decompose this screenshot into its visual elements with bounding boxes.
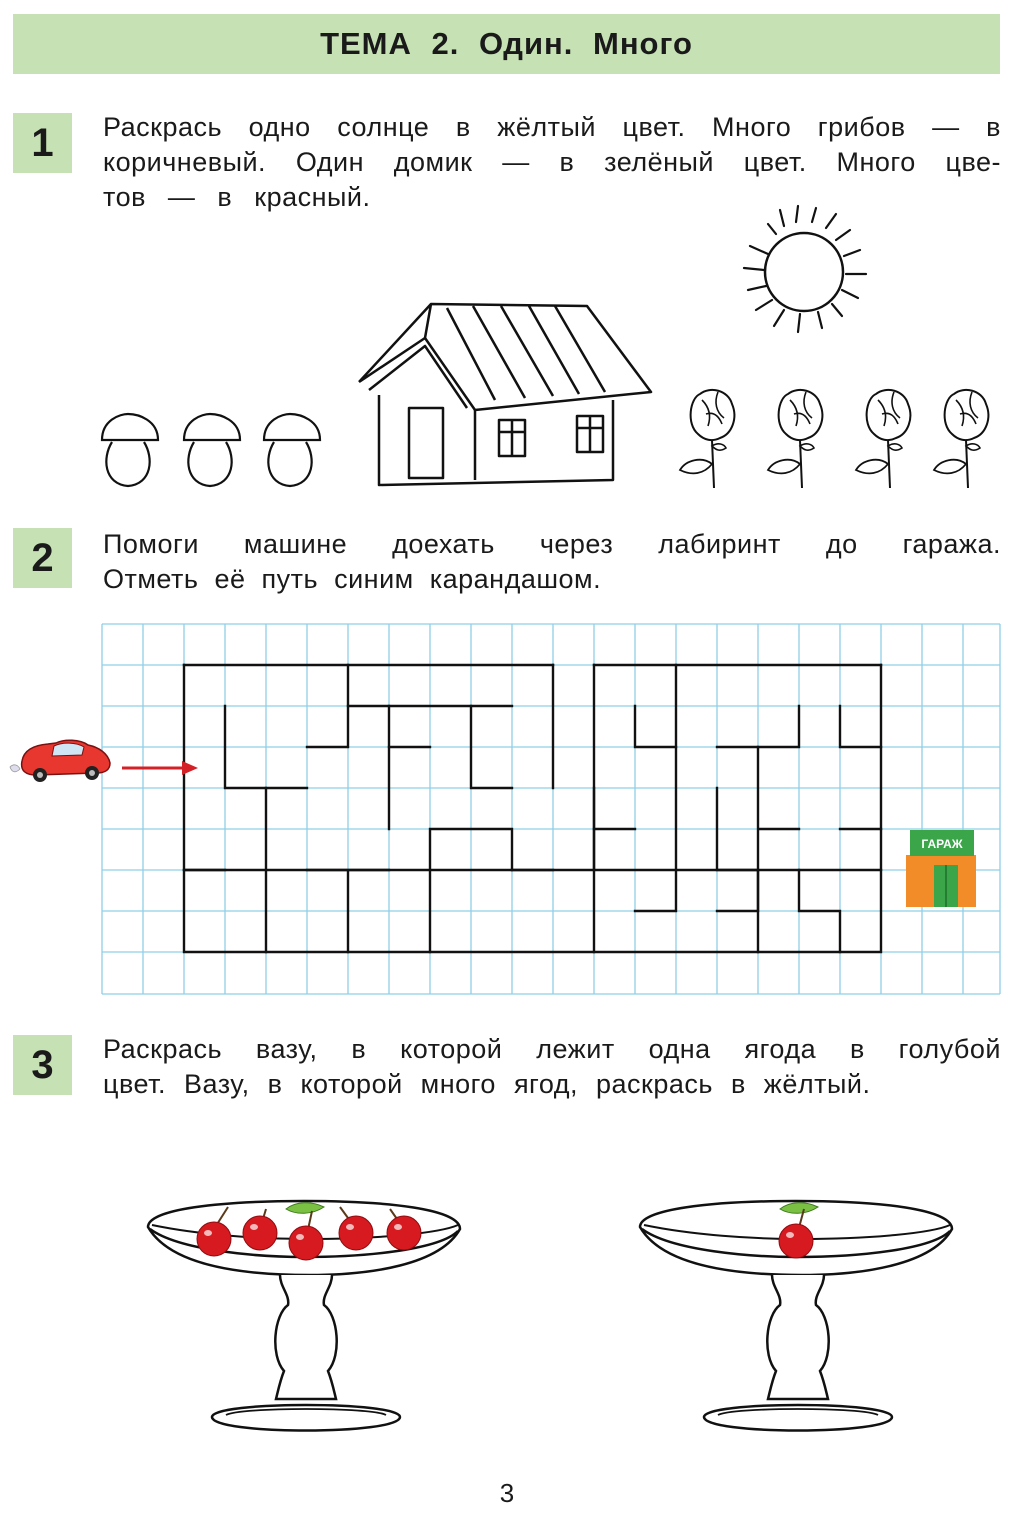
arrow-right-icon [122,761,198,775]
house-drawing[interactable] [355,300,655,490]
flower-icon[interactable] [934,390,988,488]
car-icon[interactable] [10,740,110,782]
flower-icon[interactable] [680,390,734,488]
task-3-line-2: цвет. Вазу, в которой много ягод, раскрась в жёлтый. [103,1069,871,1099]
task-2-line-1: Помоги машине доехать через лабиринт до гаража. [103,529,1001,559]
mushroom-icon[interactable] [184,414,240,486]
task-1-line-2: коричневый. Один домик — в зелёный цвет. Много цве- [103,147,1001,177]
garage-label: ГАРАЖ [921,837,963,851]
mushrooms-drawing [98,412,328,492]
task-3-line-1: Раскрась вазу, в которой лежит одна ягода в голубой [103,1034,1001,1064]
sun-drawing[interactable] [720,200,890,340]
topic-title: ТЕМА 2. Один. Много [320,26,693,61]
task-3-text [103,1032,1001,1102]
vase-one-berry[interactable] [632,1195,962,1455]
maze-area [0,615,1014,1005]
task-2-text [103,527,1001,597]
task-2-line-2: Отметь её путь синим карандашом. [103,564,602,594]
garage-icon[interactable] [906,830,976,907]
task-1-number: 1 [13,113,72,173]
maze-walls [184,665,881,952]
vase-many-berries[interactable] [140,1195,470,1455]
page-number: 3 [499,1478,515,1508]
topic-header [13,14,1000,74]
flowers-drawing [676,384,986,494]
mushroom-icon[interactable] [102,414,158,486]
flower-icon[interactable] [856,390,910,488]
flower-icon[interactable] [768,390,822,488]
task-3-number: 3 [13,1035,72,1095]
task-2-number: 2 [13,528,72,588]
task-1-line-3: тов — в красный. [103,182,371,212]
mushroom-icon[interactable] [264,414,320,486]
maze-grid [102,624,1000,994]
task-1-line-1: Раскрась одно солнце в жёлтый цвет. Много грибов — в [103,112,1001,142]
